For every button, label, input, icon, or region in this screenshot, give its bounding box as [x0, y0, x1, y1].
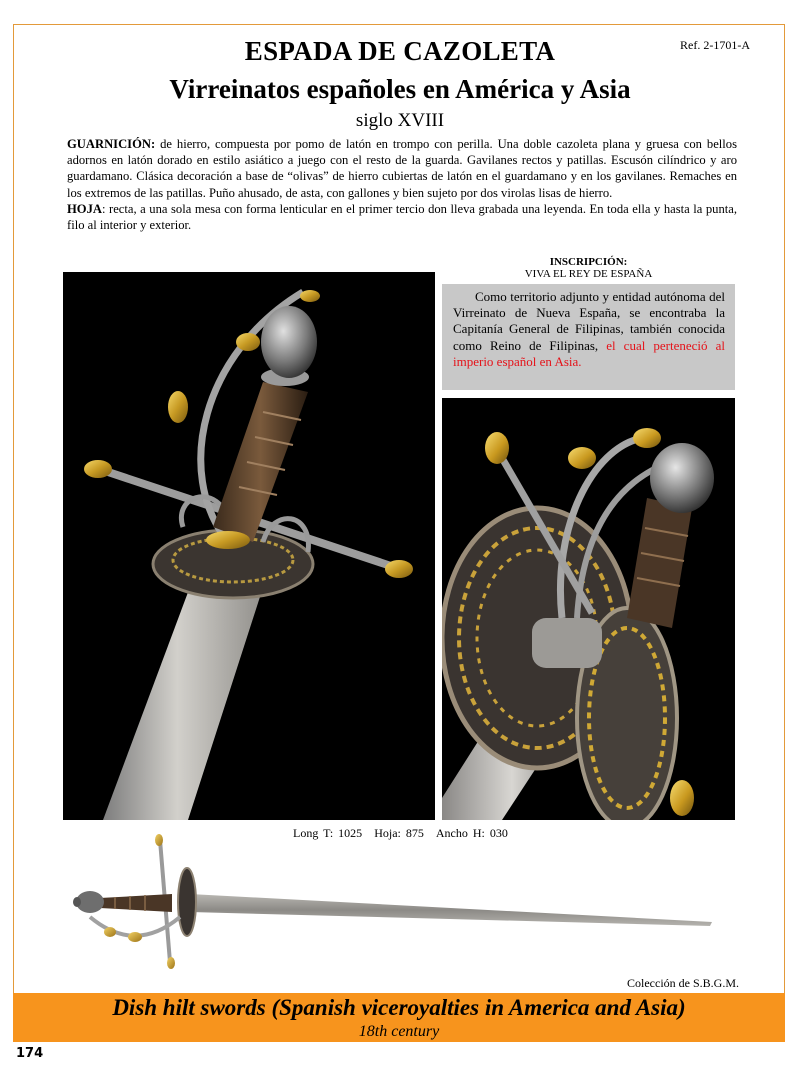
- dish-photo-detail-image: [442, 398, 735, 820]
- note-text: Como territorio adjunto y entidad autónoma del Virreinato de Nueva España, se encontraba la Capitanía General de Filipinas, también conocida como Reino de Filipinas,: [453, 289, 725, 353]
- note-highlight: el cual perteneció al imperio español en Asia.: [453, 337, 725, 369]
- hoja-label: HOJA: [67, 201, 102, 216]
- english-subtitle: 18th century: [358, 1023, 440, 1040]
- page-number: 174: [16, 1046, 44, 1061]
- full-sword-image: [60, 832, 730, 972]
- total-length: Long T: 1025: [293, 826, 363, 840]
- english-title: Dish hilt swords (Spanish viceroyalties in America and Asia): [112, 995, 686, 1020]
- blade-width: Ancho H: 030: [435, 826, 508, 840]
- reference-number: Ref. 2-1701-A: [680, 38, 750, 52]
- guarnicion-text: de hierro, compuesta por pomo de latón en trompo con perilla. Una doble cazoleta plana y gruesa con bellos adornos en latón dorado en estilo asiático a juego con el resto de la guarda. Gavilanes rectos y patillas. Escusón cilíndrico y aro guardamano. Clásica decoración a base de “olivas” de hierro cubiertas de latón en el guardamano y en los gavilanes. Remaches en los extremos de las patillas. Puño ahusado, de asta, con gallones y bien sujeto por dos virolas lisas de hierro.: [67, 137, 737, 200]
- description: [67, 136, 737, 233]
- historical-note: [442, 284, 735, 390]
- century-label: siglo XVIII: [355, 110, 445, 131]
- guarnicion-label: GUARNICIÓN:: [67, 137, 156, 151]
- collection-credit: Colección de S.B.G.M.: [627, 976, 739, 990]
- inscription-label: INSCRIPCIÓN:: [549, 256, 628, 268]
- guarnicion-paragraph: [67, 136, 737, 201]
- hoja-paragraph: [67, 201, 737, 233]
- inscription-text: VIVA EL REY DE ESPAÑA: [524, 268, 653, 280]
- dish-photo-detail: [442, 398, 735, 820]
- hilt-photo-main-image: [63, 272, 435, 820]
- page-title: ESPADA DE CAZOLETA: [244, 36, 556, 66]
- page-subtitle: Virreinatos españoles en América y Asia: [169, 74, 631, 104]
- blade-length: Hoja: 875: [374, 826, 424, 840]
- hoja-text: : recta, a una sola mesa con forma lenticular en el primer tercio don lleva grabada una leyenda. En toda ella y hasta la punta, filo al interior y exterior.: [67, 201, 737, 233]
- hilt-photo-main: [63, 272, 435, 820]
- full-sword-photo: [60, 832, 730, 972]
